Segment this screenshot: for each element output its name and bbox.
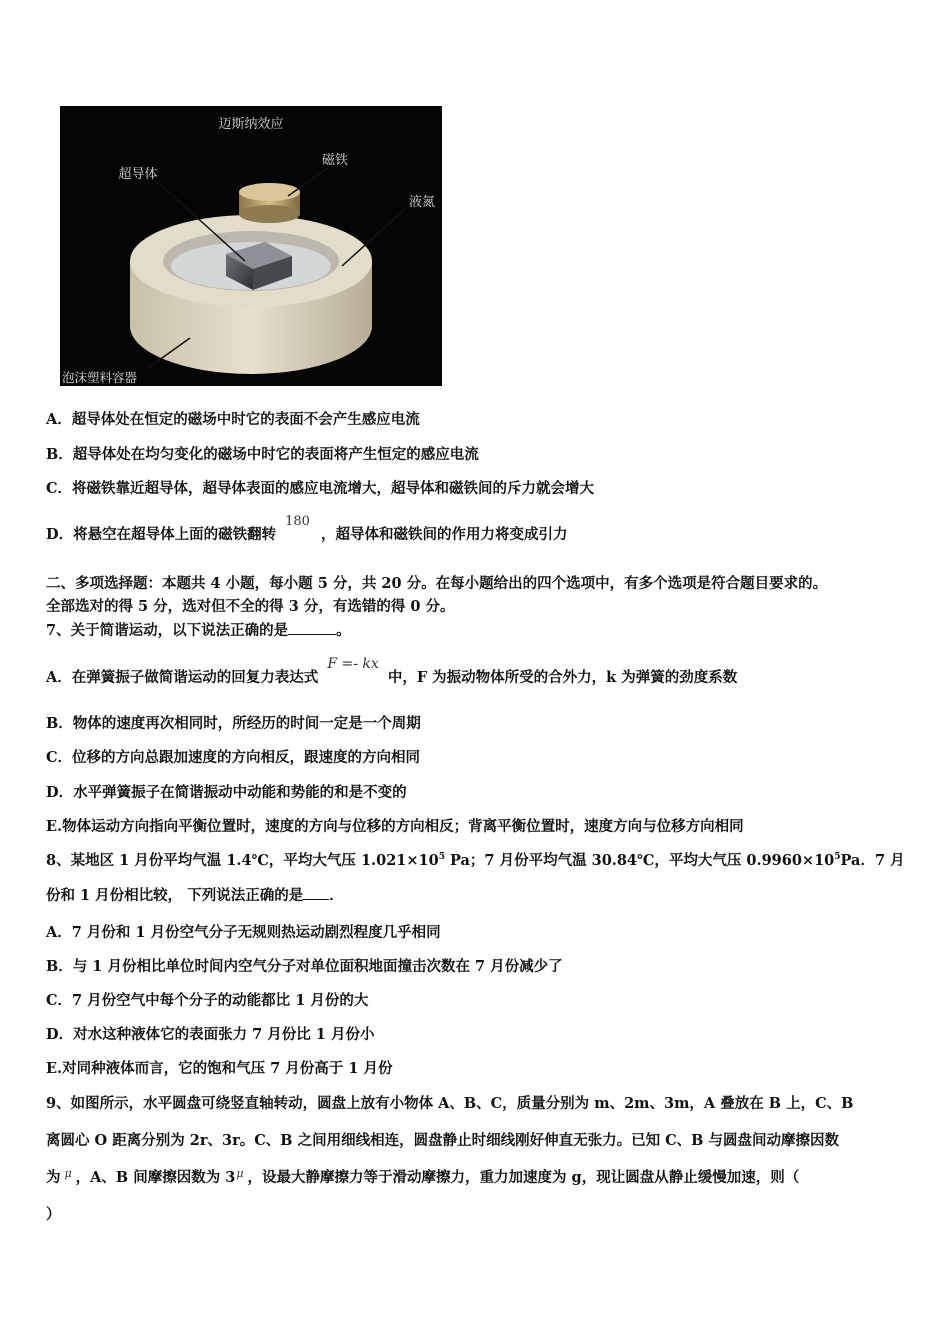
- q9-line3-part1: 为: [46, 1169, 61, 1186]
- q7-option-a-suffix: 中，F 为振动物体所受的合外力，k 为弹簧的劲度系数: [387, 669, 738, 686]
- q6-option-b: B．超导体处在均匀变化的磁场中时它的表面将产生恒定的感应电流: [46, 446, 479, 463]
- q8-stem-part3: Pa．7 月: [840, 852, 905, 869]
- q8-stem-line2: [46, 886, 916, 906]
- q8-stem-part1: 8、某地区 1 月份平均气温 1.4℃，平均大气压 1.021×10: [46, 852, 439, 869]
- q7-stem: [46, 621, 916, 641]
- q6-angle-math: 180: [285, 514, 310, 529]
- q7-option-a-prefix: A．在弹簧振子做简谐运动的回复力表达式: [46, 669, 319, 686]
- q8-option-c: C．7 月份空气中每个分子的动能都比 1 月份的大: [46, 992, 369, 1009]
- q7-formula-math: F =- kx: [327, 656, 379, 672]
- q8-option-d: D．对水这种液体它的表面张力 7 月份比 1 月份小: [46, 1026, 375, 1043]
- figure-drawing: [60, 106, 442, 386]
- q8-stem-line2-text: 份和 1 月份相比较， 下列说法正确的是: [46, 887, 304, 904]
- q8-option-a: A．7 月份和 1 月份空气分子无规则热运动剧烈程度几乎相同: [46, 924, 441, 941]
- q7-option-e: E.物体运动方向指向平衡位置时，速度的方向与位移的方向相反；背离平衡位置时，速度方向与位移方向相同: [46, 818, 744, 835]
- section2-line1: 二、多项选择题：本题共 4 小题，每小题 5 分，共 20 分。在每小题给出的四个选项中，有多个选项是符合题目要求的。: [46, 575, 828, 592]
- q7-option-c: C．位移的方向总跟加速度的方向相反，跟速度的方向相同: [46, 749, 421, 766]
- q9-line3-part3: ，设最大静摩擦力等于滑动摩擦力，重力加速度为 g，现让圆盘从静止缓慢加速，则（: [247, 1169, 800, 1186]
- q7-option-d: D．水平弹簧振子在简谐振动中动能和势能的和是不变的: [46, 784, 407, 801]
- q9-line1: 9、如图所示，水平圆盘可绕竖直轴转动，圆盘上放有小物体 A、B、C，质量分别为 m、2m、3m，A 叠放在 B 上，C、B: [46, 1095, 854, 1112]
- q6-option-a: A．超导体处在恒定的磁场中时它的表面不会产生感应电流: [46, 411, 420, 428]
- q6-option-d-suffix: ，超导体和磁铁间的作用力将变成引力: [321, 526, 568, 543]
- q8-stem-part2: Pa；7 月份平均气温 30.84℃，平均大气压 0.9960×10: [444, 852, 835, 869]
- label-magnet: 磁铁: [321, 153, 349, 168]
- meissner-effect-figure: [60, 106, 442, 386]
- q6-option-d: [46, 514, 916, 546]
- q7-stem-end: 。: [336, 622, 351, 639]
- q8-stem-line2-end: ．: [329, 887, 344, 904]
- q6-option-d-prefix: D．将悬空在超导体上面的磁铁翻转: [46, 526, 277, 543]
- q9-line3: [46, 1168, 916, 1189]
- q9-line4: ）: [46, 1206, 61, 1223]
- pointer-magnet: [288, 168, 328, 196]
- q8-option-b: B．与 1 月份相比单位时间内空气分子对单位面积地面撞击次数在 7 月份减少了: [46, 958, 563, 975]
- q8-exponent1: 5: [438, 852, 445, 863]
- q9-mu-symbol-1: μ: [64, 1167, 72, 1180]
- q6-option-c: C．将磁铁靠近超导体，超导体表面的感应电流增大，超导体和磁铁间的斥力就会增大: [46, 480, 595, 497]
- label-liquid-nitrogen: 液氮: [408, 195, 436, 210]
- q9-mu-symbol-2: μ: [236, 1167, 244, 1180]
- magnet-bottom: [239, 205, 300, 223]
- label-container: 泡沫塑料容器: [62, 370, 138, 385]
- figure-title: 迈斯纳效应: [218, 117, 284, 132]
- q8-answer-blank: [303, 899, 329, 900]
- label-superconductor: 超导体: [118, 167, 158, 182]
- q9-line2: 离圆心 O 距离分别为 2r、3r。C、B 之间用细线相连，圆盘静止时细线刚好伸直无张力。已知 C、B 与圆盘间动摩擦因数: [46, 1132, 839, 1149]
- q7-answer-blank: [288, 634, 336, 635]
- q7-stem-text: 7、关于简谐运动，以下说法正确的是: [46, 622, 289, 639]
- q7-option-b: B．物体的速度再次相同时，所经历的时间一定是一个周期: [46, 715, 421, 732]
- q9-line3-part2: ，A、B 间摩擦因数为 3: [75, 1169, 236, 1186]
- q7-option-a: [46, 656, 916, 688]
- magnet-top: [239, 183, 300, 201]
- q8-option-e: E.对同种液体而言，它的饱和气压 7 月份高于 1 月份: [46, 1060, 393, 1077]
- q8-exponent2: 5: [834, 852, 841, 863]
- section2-line2: 全部选对的得 5 分，选对但不全的得 3 分，有选错的得 0 分。: [46, 598, 455, 615]
- q8-stem-line1: [46, 851, 916, 871]
